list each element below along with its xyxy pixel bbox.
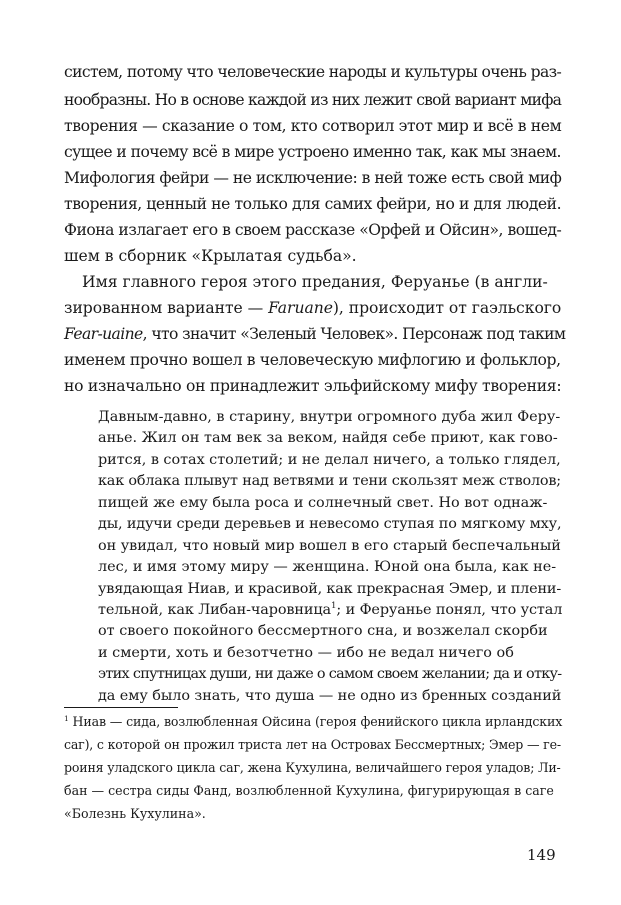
body-text: , что значит «Зеленый Человек». Персонаж под таким [142, 325, 566, 343]
body-line: сущее и почему всё в мире устроено именно так, как мы знаем. [64, 143, 561, 161]
body-line: творения, ценный не только для самих фейри, но и для людей. [64, 195, 562, 213]
quote-text: тельной, как Либан-чаровница [98, 601, 332, 618]
quote-line: рится, в сотах столетий; и не делал ничего, а только глядел, [98, 451, 561, 468]
body-line: Мифология фейри — не исключение: в ней тоже есть свой миф [64, 169, 562, 187]
quote-text: ; и Феруанье понял, что устал [336, 601, 563, 618]
body-line: Фиона излагает его в своем рассказе «Орфей и Ойсин», вошед- [64, 221, 562, 239]
quote-line: от своего покойного бессмертного сна, и возжелал скорби [98, 623, 548, 640]
footnote-line: «Болезнь Кухулина». [64, 806, 206, 821]
body-line [64, 325, 566, 343]
body-line: систем, потому что человеческие народы и культуры очень раз- [64, 63, 562, 81]
body-line [64, 299, 561, 317]
quote-line: он увидал, что новый мир вошел в его старый беспечальный [98, 537, 561, 554]
footnote-line: бан — сестра сиды Фанд, возлюбленной Кухулина, фигурирующая в саге [64, 783, 554, 798]
body-line: но изначально он принадлежит эльфийскому мифу творения: [64, 377, 562, 395]
body-italic-term: Faruane [268, 299, 333, 317]
quote-line: анье. Жил он там век за веком, найдя себе приют, как гово- [98, 430, 558, 447]
quote-line: да ему было знать, что душа — не одно из бренных созданий [98, 687, 562, 704]
page-number: 149 [527, 846, 556, 864]
quote-line: лес, и имя этому миру — женщина. Юной она была, как не- [98, 559, 557, 576]
footnote-line [64, 714, 562, 729]
quote-line: пищей же ему была роса и солнечный свет. Но вот однаж- [98, 494, 548, 511]
body-line: именем прочно вошел в человеческую мифлогию и фольклор, [64, 351, 561, 369]
body-line: шем в сборник «Крылатая судьба». [64, 247, 357, 265]
body-text: зированном варианте — [64, 299, 269, 317]
body-line: творения — сказание о том, кто сотворил этот мир и всё в нем [64, 117, 562, 135]
footnote-text: Ниав — сида, возлюбленная Ойсина (героя фенийского цикла ирландских [68, 714, 563, 729]
quote-line: увядающая Ниав, и красивой, как прекрасная Эмер, и плени- [98, 580, 562, 597]
footnote-line: саг), с которой он прожил триста лет на Островах Бессмертных; Эмер — ге- [64, 737, 561, 752]
quote-line [98, 602, 562, 618]
quote-line: Давным-давно, в старину, внутри огромного дуба жил Феру- [98, 409, 561, 425]
body-line: нообразны. Но в основе каждой из них лежит свой вариант мифа [64, 91, 562, 109]
footnote-line: роиня уладского цикла саг, жена Кухулина, величайшего героя уладов; Ли- [64, 760, 561, 775]
quote-line: и смерти, хоть и безотчетно — ибо не ведал ничего об [98, 644, 514, 661]
footnote-divider [64, 707, 178, 708]
footnote-ref[interactable]: 1 [331, 601, 337, 612]
body-italic-term: Fear-uaine [64, 325, 143, 343]
quote-line: ды, идучи среди деревьев и невесомо ступая по мягкому мху, [98, 516, 562, 533]
quote-line: как облака плывут над ветвями и тени скользят меж стволов; [98, 473, 561, 490]
body-text: ), происходит от гаэльского [332, 299, 562, 317]
footnote-marker: 1 [64, 713, 69, 723]
body-line: Имя главного героя этого предания, Феруанье (в англи- [82, 273, 548, 291]
quote-line: этих спутницах души, ни даже о самом своем желании; да и отку- [98, 666, 562, 683]
